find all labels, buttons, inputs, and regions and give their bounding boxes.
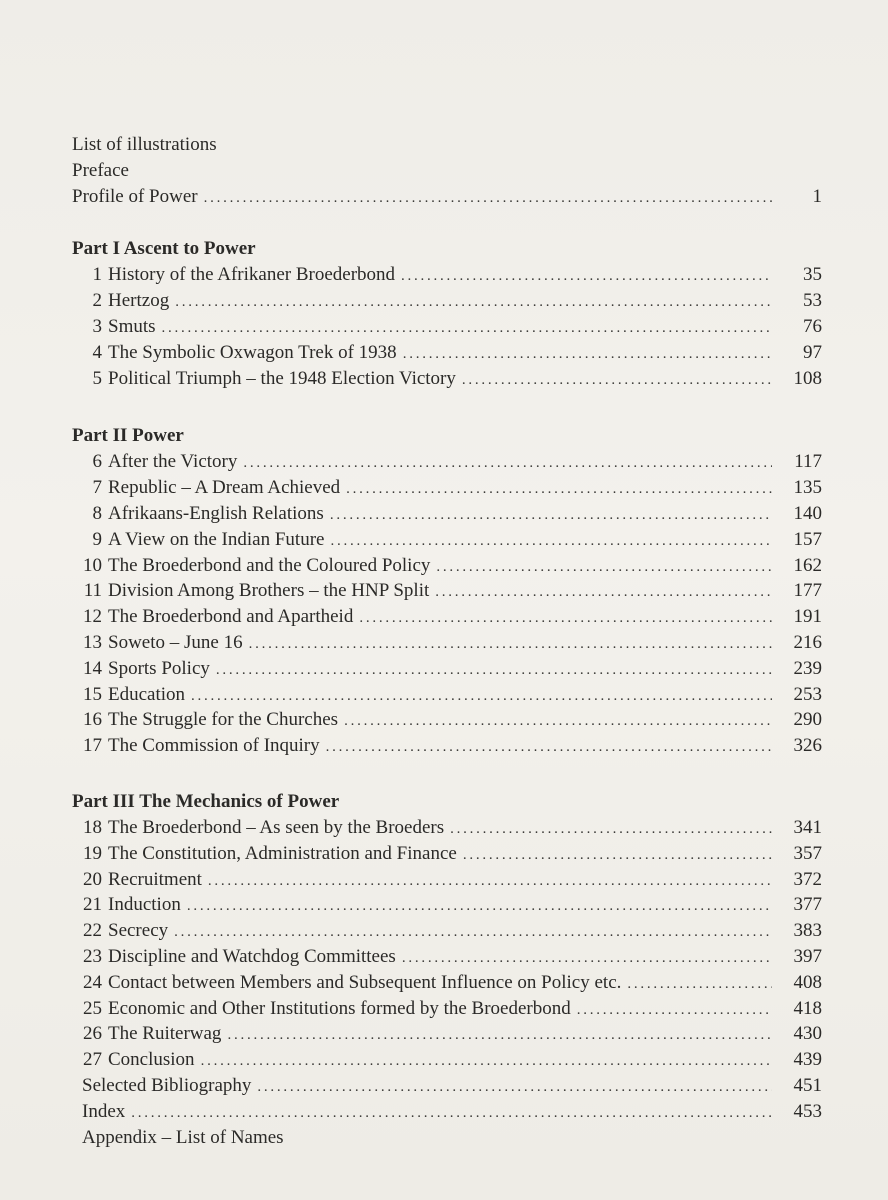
chapter-title: A View on the Indian Future xyxy=(108,528,325,550)
toc-chapter-row xyxy=(72,1021,822,1047)
chapter-title: Republic – A Dream Achieved xyxy=(108,477,341,499)
toc-chapter-row xyxy=(72,892,822,918)
dot-leader xyxy=(131,1101,772,1127)
chapter-page: 439 xyxy=(793,1049,822,1071)
chapter-page: 341 xyxy=(793,816,822,838)
toc-chapter-row xyxy=(72,366,822,392)
chapter-number: 27 xyxy=(83,1049,102,1071)
toc-chapter-row xyxy=(72,553,822,579)
dot-leader xyxy=(243,451,772,477)
chapter-title: The Commission of Inquiry xyxy=(108,735,320,757)
toc-chapter-row xyxy=(72,475,822,501)
dot-leader xyxy=(227,1023,772,1049)
dot-leader xyxy=(175,290,772,316)
chapter-title: Induction xyxy=(108,894,181,916)
chapter-number: 19 xyxy=(83,842,102,864)
chapter-page: 162 xyxy=(793,554,822,576)
toc-chapter-row xyxy=(72,449,822,475)
chapter-page: 290 xyxy=(793,709,822,731)
toc-entry-index xyxy=(72,1099,822,1125)
chapter-title: Soweto – June 16 xyxy=(108,631,243,653)
chapter-title: The Broederbond and the Coloured Policy xyxy=(108,554,431,576)
chapter-number: 7 xyxy=(92,477,102,499)
chapter-page: 216 xyxy=(793,631,822,653)
dot-leader xyxy=(204,186,772,212)
dot-leader xyxy=(330,529,772,555)
dot-leader xyxy=(462,368,772,394)
toc-entry-title: Profile of Power xyxy=(72,185,198,207)
chapter-page: 253 xyxy=(793,683,822,705)
chapter-title: The Struggle for the Churches xyxy=(108,709,339,731)
chapter-number: 17 xyxy=(83,735,102,757)
toc-entry-profile-of-power xyxy=(72,184,822,210)
dot-leader xyxy=(346,477,772,503)
chapter-title: Hertzog xyxy=(108,290,170,312)
chapter-title: The Symbolic Oxwagon Trek of 1938 xyxy=(108,341,397,363)
chapter-number: 5 xyxy=(92,367,102,389)
dot-leader xyxy=(174,920,772,946)
chapter-title: Smuts xyxy=(108,315,156,337)
dot-leader xyxy=(401,264,772,290)
chapter-page: 430 xyxy=(793,1023,822,1045)
chapter-page: 377 xyxy=(793,894,822,916)
chapter-page: 326 xyxy=(793,735,822,757)
chapter-title: Economic and Other Institutions formed by the Broederbond xyxy=(108,997,571,1019)
chapter-title: Sports Policy xyxy=(108,657,210,679)
chapter-page: 397 xyxy=(793,945,822,967)
chapter-page: 157 xyxy=(793,528,822,550)
chapter-title: Education xyxy=(108,683,186,705)
chapter-page: 97 xyxy=(803,341,822,363)
chapter-number: 2 xyxy=(92,290,102,312)
toc-chapter-row xyxy=(72,815,822,841)
dot-leader xyxy=(257,1075,772,1101)
toc-entry-title: Appendix – List of Names xyxy=(82,1126,284,1148)
toc-chapter-row xyxy=(72,707,822,733)
toc-entry-selected-bibliography xyxy=(72,1073,822,1099)
chapter-title: After the Victory xyxy=(108,451,238,473)
chapter-page: 177 xyxy=(793,580,822,602)
chapter-title: History of the Afrikaner Broederbond xyxy=(108,264,396,286)
chapter-page: 76 xyxy=(803,315,822,337)
toc-chapter-row xyxy=(72,656,822,682)
toc-entry-list-of-illustrations xyxy=(72,132,822,158)
chapter-number: 12 xyxy=(83,606,102,628)
toc-chapter-row xyxy=(72,733,822,759)
chapter-page: 117 xyxy=(794,451,822,473)
chapter-page: 383 xyxy=(793,920,822,942)
toc-entry-page: 1 xyxy=(812,185,822,207)
chapter-number: 3 xyxy=(92,315,102,337)
chapter-number: 11 xyxy=(83,580,102,602)
chapter-page: 357 xyxy=(793,842,822,864)
dot-leader xyxy=(450,817,772,843)
toc-chapter-row xyxy=(72,501,822,527)
dot-leader xyxy=(435,580,772,606)
chapter-page: 53 xyxy=(803,290,822,312)
part-heading: Part III The Mechanics of Power xyxy=(72,790,340,812)
toc-entry-title: Selected Bibliography xyxy=(82,1074,252,1096)
dot-leader xyxy=(403,342,772,368)
toc-chapter-row xyxy=(72,578,822,604)
chapter-number: 26 xyxy=(83,1023,102,1045)
chapter-page: 239 xyxy=(793,657,822,679)
chapter-title: Conclusion xyxy=(108,1049,195,1071)
chapter-page: 418 xyxy=(793,997,822,1019)
dot-leader xyxy=(436,555,772,581)
chapter-page: 108 xyxy=(793,367,822,389)
dot-leader xyxy=(463,843,772,869)
part-heading: Part II Power xyxy=(72,425,184,447)
chapter-number: 18 xyxy=(83,816,102,838)
chapter-title: Secrecy xyxy=(108,920,169,942)
toc-entry-page: 453 xyxy=(793,1100,822,1122)
toc-chapter-row xyxy=(72,944,822,970)
toc-entry-preface xyxy=(72,158,822,184)
dot-leader xyxy=(208,869,772,895)
chapter-page: 191 xyxy=(793,606,822,628)
chapter-number: 15 xyxy=(83,683,102,705)
toc-entry-title: Index xyxy=(82,1100,126,1122)
toc-chapter-row xyxy=(72,682,822,708)
chapter-number: 8 xyxy=(92,502,102,524)
toc-chapter-row xyxy=(72,1047,822,1073)
dot-leader xyxy=(326,735,772,761)
dot-leader xyxy=(201,1049,772,1075)
chapter-title: The Broederbond and Apartheid xyxy=(108,606,354,628)
chapter-title: Recruitment xyxy=(108,868,202,890)
chapter-number: 13 xyxy=(83,631,102,653)
dot-leader xyxy=(191,684,772,710)
chapter-page: 408 xyxy=(793,971,822,993)
dot-leader xyxy=(187,894,772,920)
chapter-number: 24 xyxy=(83,971,102,993)
toc-chapter-row xyxy=(72,867,822,893)
chapter-title: Contact between Members and Subsequent Influence on Policy etc. xyxy=(108,971,622,993)
toc-chapter-row xyxy=(72,604,822,630)
chapter-number: 4 xyxy=(92,341,102,363)
chapter-page: 372 xyxy=(793,868,822,890)
chapter-title: The Broederbond – As seen by the Broeders xyxy=(108,816,445,838)
chapter-number: 14 xyxy=(83,657,102,679)
dot-leader xyxy=(330,503,772,529)
chapter-number: 1 xyxy=(92,264,102,286)
dot-leader xyxy=(627,972,772,998)
toc-chapter-row xyxy=(72,527,822,553)
chapter-number: 23 xyxy=(83,945,102,967)
chapter-title: The Ruiterwag xyxy=(108,1023,222,1045)
dot-leader xyxy=(402,946,772,972)
toc-chapter-row xyxy=(72,340,822,366)
toc-entry-page: 451 xyxy=(793,1074,822,1096)
toc-chapter-row xyxy=(72,970,822,996)
chapter-title: The Constitution, Administration and Finance xyxy=(108,842,457,864)
chapter-title: Afrikaans-English Relations xyxy=(108,502,324,524)
chapter-number: 25 xyxy=(83,997,102,1019)
chapter-number: 21 xyxy=(83,894,102,916)
toc-chapter-row xyxy=(72,314,822,340)
toc-chapter-row xyxy=(72,262,822,288)
toc-chapter-row xyxy=(72,630,822,656)
chapter-number: 20 xyxy=(83,868,102,890)
part-heading: Part I Ascent to Power xyxy=(72,238,256,260)
chapter-title: Division Among Brothers – the HNP Split xyxy=(108,580,430,602)
chapter-number: 6 xyxy=(92,451,102,473)
chapter-page: 135 xyxy=(793,477,822,499)
chapter-number: 22 xyxy=(83,920,102,942)
dot-leader xyxy=(216,658,772,684)
dot-leader xyxy=(249,632,772,658)
toc-entry-title: List of illustrations xyxy=(72,134,217,155)
toc-entry-title: Preface xyxy=(72,159,129,181)
toc-chapter-row xyxy=(72,288,822,314)
dot-leader xyxy=(162,316,772,342)
dot-leader xyxy=(577,998,772,1024)
chapter-page: 140 xyxy=(793,502,822,524)
chapter-title: Political Triumph – the 1948 Election Victory xyxy=(108,367,456,389)
table-of-contents xyxy=(72,132,822,1150)
chapter-number: 9 xyxy=(92,528,102,550)
toc-chapter-row xyxy=(72,918,822,944)
chapter-title: Discipline and Watchdog Committees xyxy=(108,945,396,967)
toc-chapter-row xyxy=(72,841,822,867)
chapter-number: 10 xyxy=(83,554,102,576)
toc-chapter-row xyxy=(72,996,822,1022)
dot-leader xyxy=(344,709,772,735)
dot-leader xyxy=(359,606,772,632)
toc-entry-appendix xyxy=(72,1125,822,1151)
chapter-number: 16 xyxy=(83,709,102,731)
chapter-page: 35 xyxy=(803,264,822,286)
